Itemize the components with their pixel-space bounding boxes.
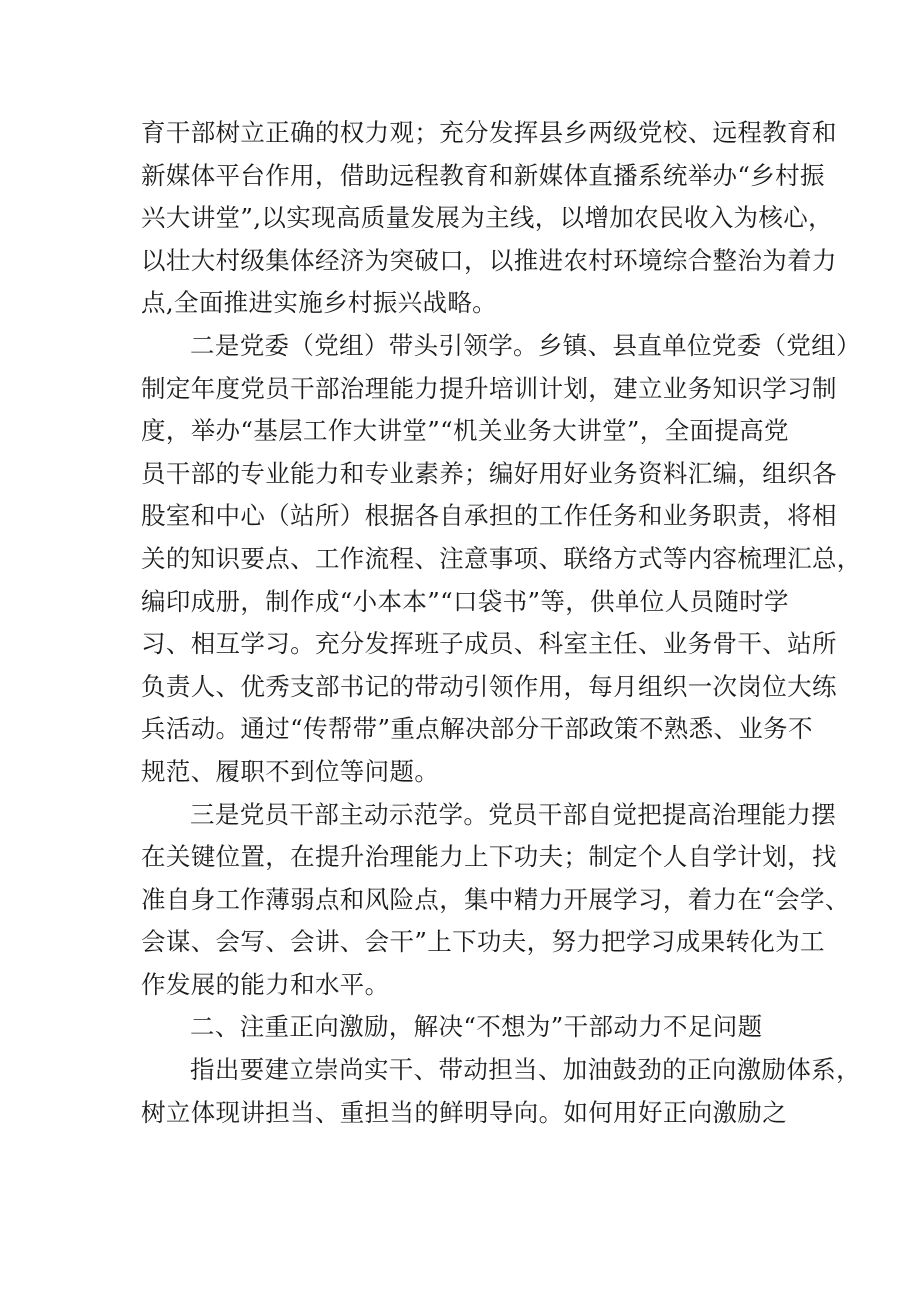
paragraph-party-committee-leads — [141, 325, 862, 794]
text-line: 三是党员干部主动示范学。党员干部自觉把提高治理能力摆 — [190, 799, 837, 829]
text-line: 编印成册，制作成“小本本”“口袋书”等，供单位人员随时学 — [141, 586, 789, 616]
text-line: 员干部的专业能力和专业素养；编好用好业务资料汇编，组织各 — [141, 458, 837, 488]
paragraph-power-view — [141, 112, 837, 325]
text-line: 二是党委（党组）带头引领学。乡镇、县直单位党委（党组） — [190, 330, 861, 360]
text-line: 股室和中心（站所）根据各自承担的工作任务和业务职责，将相 — [141, 501, 837, 531]
text-line: 树立体现讲担当、重担当的鲜明导向。如何用好正向激励之 — [141, 1097, 788, 1127]
text-line: 会谋、会写、会讲、会干”上下功夫，努力把学习成果转化为工 — [141, 927, 825, 957]
text-line: 兴大讲堂”,以实现高质量发展为主线，以增加农民收入为核心， — [141, 203, 833, 233]
text-line: 关的知识要点、工作流程、注意事项、联络方式等内容梳理汇总， — [141, 543, 862, 573]
text-line: 规范、履职不到位等问题。 — [141, 756, 440, 786]
text-line: 指出要建立崇尚实干、带动担当、加油鼓劲的正向激励体系， — [190, 1055, 861, 1085]
paragraph-incentive-system — [141, 1049, 861, 1134]
text-line: 以壮大村级集体经济为突破口，以推进农村环境综合整治为着力 — [141, 245, 837, 275]
text-line: 二、注重正向激励，解决“不想为”干部动力不足问题 — [190, 1012, 763, 1042]
section-heading-positive-incentive — [141, 1006, 793, 1049]
text-line: 作发展的能力和水平。 — [141, 969, 390, 999]
text-line: 点,全面推进实施乡村振兴战略。 — [141, 288, 498, 318]
paragraph-cadres-self-study — [141, 794, 850, 1007]
text-line: 兵活动。通过“传帮带”重点解决部分干部政策不熟悉、业务不 — [141, 714, 813, 744]
text-line: 负责人、优秀支部书记的带动引领作用，每月组织一次岗位大练 — [141, 671, 837, 701]
text-line: 习、相互学习。充分发挥班子成员、科室主任、业务骨干、站所 — [141, 629, 837, 659]
text-line: 在关键位置，在提升治理能力上下功夫；制定个人自学计划，找 — [141, 842, 837, 872]
document-body — [141, 112, 862, 1134]
text-line: 度，举办“基层工作大讲堂”“机关业务大讲堂”，全面提高党 — [141, 416, 789, 446]
text-line: 育干部树立正确的权力观；充分发挥县乡两级党校、远程教育和 — [141, 118, 837, 147]
text-line: 新媒体平台作用，借助远程教育和新媒体直播系统举办“乡村振 — [141, 160, 825, 190]
text-line: 准自身工作薄弱点和风险点，集中精力开展学习，着力在“会学、 — [141, 884, 850, 914]
text-line: 制定年度党员干部治理能力提升培训计划，建立业务知识学习制 — [141, 373, 837, 403]
